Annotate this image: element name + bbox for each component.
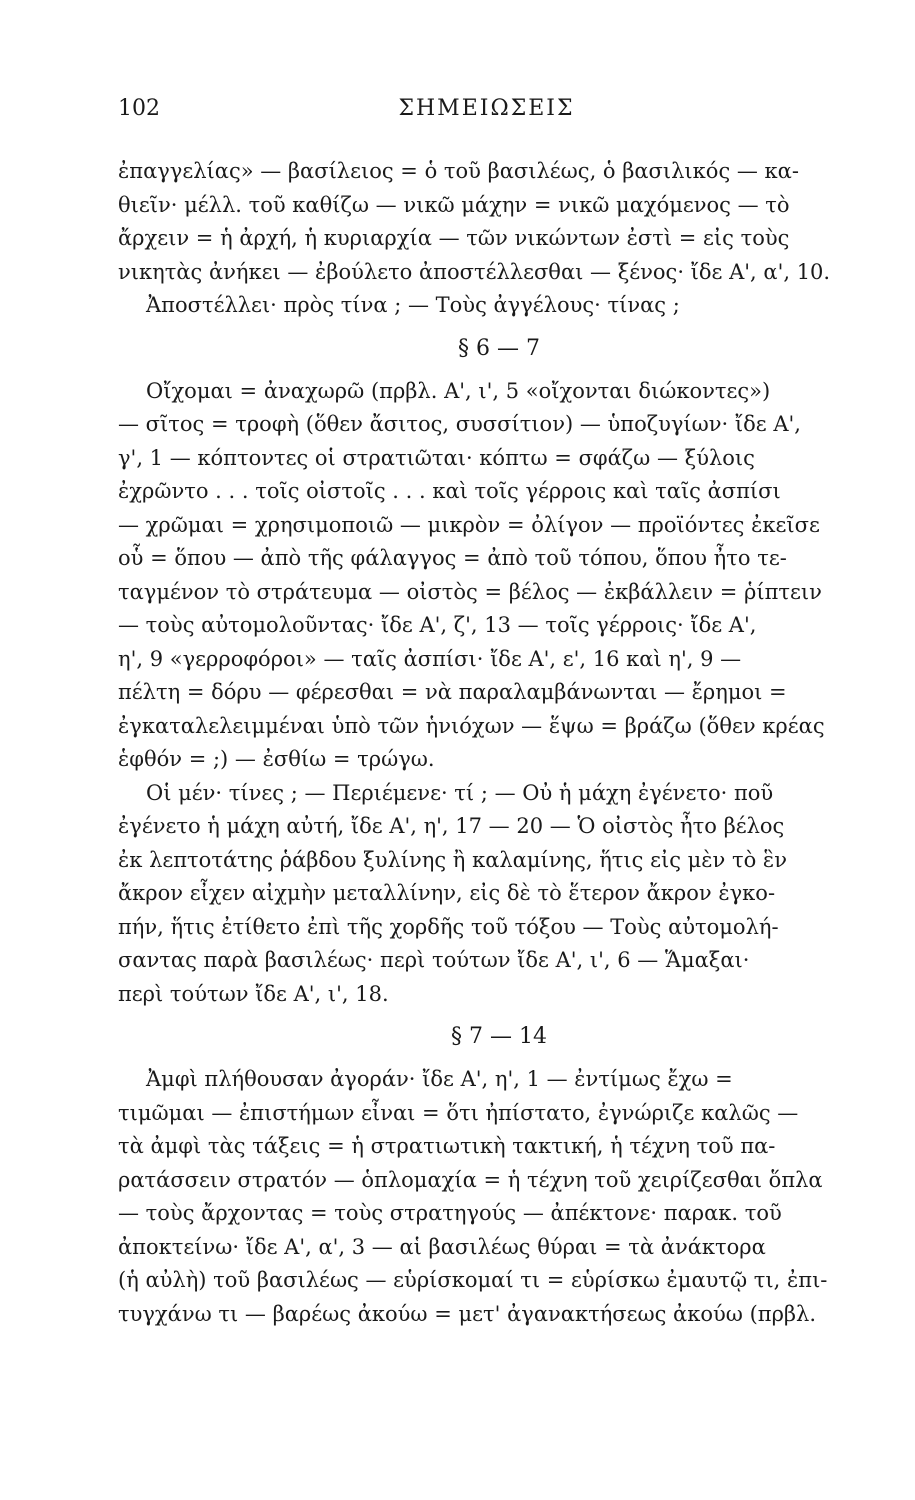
page-number: 102: [118, 96, 160, 121]
text-line: σαντας παρὰ βασιλέως· περὶ τούτων ἴδε Α', ι', 6 — Ἅμαξαι·: [118, 948, 750, 972]
text-line: (ἡ αὐλὴ) τοῦ βασιλέως — εὑρίσκομαί τι = εὑρίσκω ἐμαυτῷ τι, ἐπι-: [118, 1268, 828, 1292]
text-line: ἄρχειν = ἡ ἀρχή, ἡ κυριαρχία — τῶν νικώντων ἐστὶ = εἰς τοὺς: [118, 226, 790, 250]
section-heading: § 6 — 7: [458, 335, 540, 361]
page-header: [118, 96, 855, 136]
page-body: [118, 155, 880, 1331]
text-line: οὗ = ὅπου — ἀπὸ τῆς φάλαγγος = ἀπὸ τοῦ τόπου, ὅπου ἦτο τε-: [118, 546, 787, 570]
text-line: νικητὰς ἀνήκει — ἐβούλετο ἀποστέλλεσθαι — ξένος· ἴδε Α', α', 10.: [118, 259, 831, 284]
text-line: ἐκ λεπτοτάτης ῥάβδου ξυλίνης ἢ καλαμίνης, ἥτις εἰς μὲν τὸ ἓν: [118, 847, 787, 872]
text-line: πέλτη = δόρυ — φέρεσθαι = νὰ παραλαμβάνωνται — ἔρημοι =: [118, 680, 787, 704]
text-line: Οἱ μέν· τίνες ; — Περιέμενε· τί ; — Οὐ ἡ μάχη ἐγένετο· ποῦ: [146, 780, 774, 805]
text-line: θιεῖν· μέλλ. τοῦ καθίζω — νικῶ μάχην = νικῶ μαχόμενος — τὸ: [118, 192, 790, 217]
section-heading: § 7 — 14: [451, 1024, 547, 1049]
text-line: γ', 1 — κόπτοντες οἱ στρατιῶται· κόπτω = σφάζω — ξύλοις: [118, 445, 755, 470]
text-line: — τοὺς ἄρχοντας = τοὺς στρατηγούς — ἀπέκτονε· παρακ. τοῦ: [118, 1201, 782, 1225]
text-line: τὰ ἀμφὶ τὰς τάξεις = ἡ στρατιωτικὴ τακτική, ἡ τέχνη τοῦ πα-: [118, 1134, 776, 1158]
text-line: Ἀποστέλλει· πρὸς τίνα ; — Τοὺς ἀγγέλους· τίνας ;: [146, 293, 680, 317]
text-line: πήν, ἥτις ἐτίθετο ἐπὶ τῆς χορδῆς τοῦ τόξου — Τοὺς αὐτομολή-: [118, 914, 779, 939]
running-title: ΣΗΜΕΙΩΣΕΙΣ: [398, 96, 575, 121]
text-line: ἐγένετο ἡ μάχη αὐτή, ἴδε Α', η', 17 — 20 — Ὁ οἰστὸς ἦτο βέλος: [118, 814, 785, 838]
text-line: ἑφθόν = ;) — ἐσθίω = τρώγω.: [118, 747, 435, 771]
text-line: τιμῶμαι — ἐπιστήμων εἶναι = ὅτι ἠπίστατο, ἐγνώριζε καλῶς —: [118, 1100, 799, 1125]
text-line: — τοὺς αὐτομολοῦντας· ἴδε Α', ζ', 13 — τοῖς γέρροις· ἴδε Α',: [118, 613, 757, 637]
text-line: ἐγκαταλελειμμέναι ὑπὸ τῶν ἡνιόχων — ἕψω = βράζω (ὅθεν κρέας: [118, 713, 825, 738]
text-line: τυγχάνω τι — βαρέως ἀκούω = μετ' ἀγανακτήσεως ἀκούω (πρβλ.: [118, 1301, 817, 1326]
text-line: Ἀμφὶ πλήθουσαν ἀγοράν· ἴδε Α', η', 1 — ἐντίμως ἔχω =: [146, 1067, 733, 1091]
text-line: Οἴχομαι = ἀναχωρῶ (πρβλ. Α', ι', 5 «οἴχονται διώκοντες»): [146, 378, 771, 403]
text-line: η', 9 «γερροφόροι» — ταῖς ἀσπίσι· ἴδε Α', ε', 16 καὶ η', 9 —: [118, 646, 742, 671]
text-line: ἐχρῶντο . . . τοῖς οἰστοῖς . . . καὶ τοῖς γέρροις καὶ ταῖς ἀσπίσι: [118, 479, 781, 503]
text-line: — χρῶμαι = χρησιμοποιῶ — μικρὸν = ὀλίγον — προϊόντες ἐκεῖσε: [118, 512, 820, 537]
text-line: ταγμένον τὸ στράτευμα — οἰστὸς = βέλος — ἐκβάλλειν = ῥίπτειν: [118, 579, 822, 604]
text-line: ἐπαγγελίας» — βασίλειος = ὁ τοῦ βασιλέως, ὁ βασιλικός — κα-: [118, 159, 799, 183]
text-line: ἄκρον εἶχεν αἰχμὴν μεταλλίνην, εἰς δὲ τὸ ἕτερον ἄκρον ἐγκο-: [118, 881, 776, 905]
text-line: — σῖτος = τροφὴ (ὅθεν ἄσιτος, συσσίτιον) — ὑποζυγίων· ἴδε Α',: [118, 412, 801, 436]
text-line: ρατάσσειν στρατόν — ὁπλομαχία = ἡ τέχνη τοῦ χειρίζεσθαι ὅπλα: [118, 1167, 823, 1192]
text-line: περὶ τούτων ἴδε Α', ι', 18.: [118, 981, 389, 1006]
text-line: ἀποκτείνω· ἴδε Α', α', 3 — αἱ βασιλέως θύραι = τὰ ἀνάκτορα: [118, 1234, 766, 1259]
